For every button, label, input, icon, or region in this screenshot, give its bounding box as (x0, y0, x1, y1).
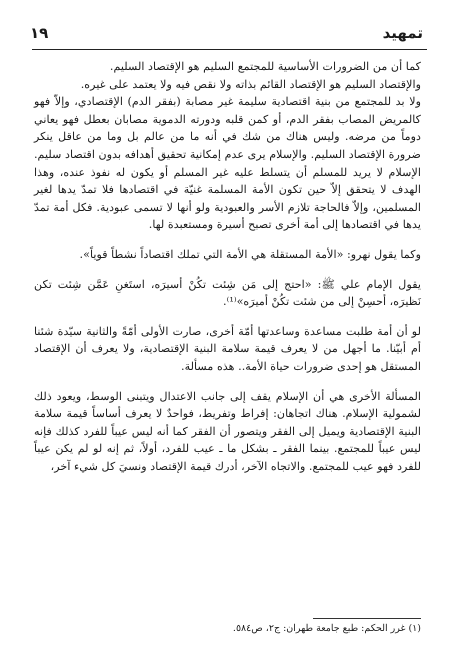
page-header (30, 24, 423, 46)
footnote: (١) غرر الحكم: طبع جامعة طهران: ج٢، ص٥٨٤. (232, 623, 421, 634)
header-rule (32, 49, 427, 50)
page-number: ١٩ (30, 24, 49, 42)
paragraph: والإقتصاد السليم هو الإقتصاد القائم بذاته ولا نقص فيه ولا يعتمد على غيره. (80, 77, 421, 91)
chapter-title: تمهيد (382, 24, 423, 42)
paragraph: لو أن أمة طلبت مساعدة وساعدتها أمّة أخرى، صارت الأولى أمّةً والثانية سيّدة شئنا أم أبيّنا. ما أجهل من لا يعرف قيمة سلامة البنية الإقتصادية، ولا يعرف أن الإقتصاد المستقل هو إحدى ضرورات حياة الأمة.. هذه مسألة. (34, 324, 421, 373)
paragraph: يقول الإمام علي ﷺ: «احتج إلى مَن شِئت تكُنْ أسيرَه، استَغنِ عَمَّن شِئت تكن نَظيرَه، أحسِنْ إلى من شئت تكُنْ أميرَه»⁽¹⁾. (34, 277, 421, 309)
body-text (34, 58, 421, 475)
footnote-rule (313, 618, 421, 619)
paragraph: وكما يقول نهرو: «الأمة المستقلة هي الأمة التي تملك اقتصاداً نشطاً قوياً». (79, 247, 421, 261)
paragraph: ولا بد للمجتمع من بنية اقتصادية سليمة غير مصابة (بفقر الدم) الإقتصادي، وإلاّ فهو كالمريض المصاب بفقر الدم، أو كمن قلبه ودورته الدموية مصابان بعطل فهو يعاني دوماً من مرضه. وليس هناك من شك في أنه ما من عالم بل وما من عاقل ينكر ضرورة الإقتصاد السليم. والإسلام يرى عدم إمكانية تحقيق أهدافه بدون اقتصاد سليم. الإسلام لا يريد للمسلم أن يتسلط عليه غير المسلم أو يكون له نفوذ عنده، وهذا الهدف لا يتحقق إلاّ حين تكون الأمة المسلمة غنيّة في اقتصادها فلا تمدّ يدها لغير المسلمين، وإلاّ فالحاجة تلازم الأسر والعبودية ولو أنها لا تسمى عبودية. فكل أمة تمدّ يدها في اقتصادها إلى أمة أخرى تصبح أسيرة ومستعبدة لها. (34, 95, 421, 232)
paragraph: كما أن من الضرورات الأساسية للمجتمع السليم هو الإقتصاد السليم. (109, 60, 421, 73)
paragraph: المسألة الأخرى هي أن الإسلام يقف إلى جانب الاعتدال ويتبنى الوسط، ويعود ذلك لشمولية الإسلام. هناك اتجاهان: إفراط وتفريط، فواحدٌ لا يعرف أساساً قيمة سلامة البنية الإقتصادية ويميل إلى الفقر ويتصور أن الفقر كما أنه ليس عيباً للفرد كذلك فإنه ليس عيباً للمجتمع. بينما الفقر ـ بشكل ما ـ عيب للفرد، أولاً، ثم إنه لو لم يكن عيباً للفرد فهو عيب للمجتمع. والاتجاه الآخر، أدرك قيمة الإقتصاد ونسيَ كل شيء آخر، (34, 389, 421, 473)
